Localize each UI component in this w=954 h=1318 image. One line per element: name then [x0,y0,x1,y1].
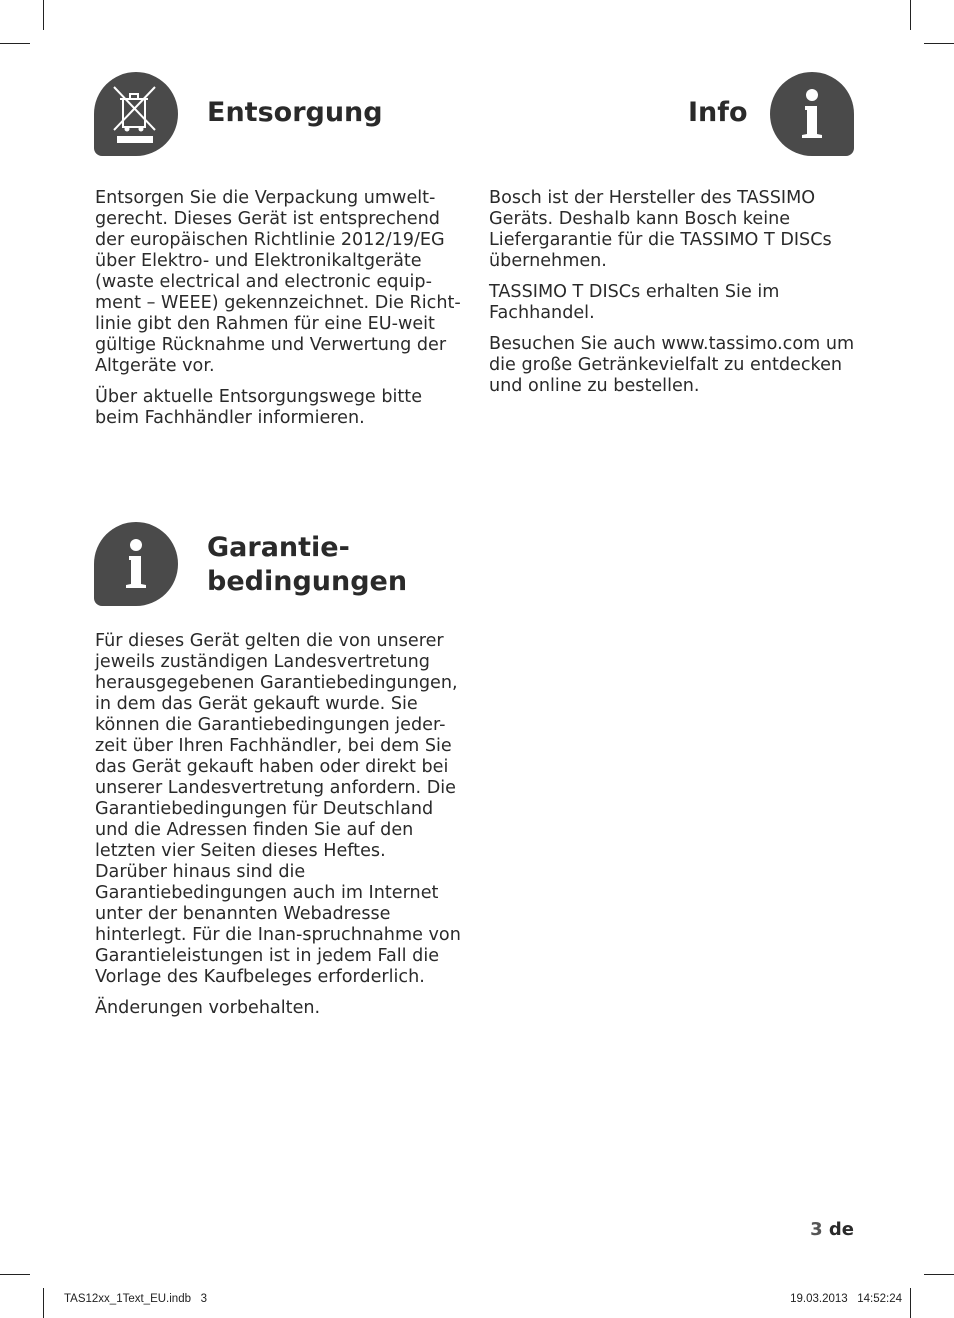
section-title-entsorgung: Entsorgung [207,97,383,128]
section-title-info: Info [688,97,748,128]
paragraph: Besuchen Sie auch www.tassimo.com um die große Getränkevielfalt zu entdecken und online zu bestellen. [489,334,855,396]
page-number [810,1219,854,1240]
print-slug-timestamp: 19.03.2013 14:52:24 [790,1293,902,1305]
crop-mark [43,0,44,30]
language-code: de [828,1219,854,1240]
info-icon [770,72,854,156]
entsorgung-body [95,188,463,439]
print-slug-file: TAS12xx_1Text_EU.indb 3 [64,1293,207,1305]
crop-mark [910,0,911,30]
paragraph: Entsorgen Sie die Verpackung umwelt-gerecht. Dieses Gerät ist entsprechend der europäischen Richtlinie 2012/19/EG über Elektro- und Elektronikaltgeräte (waste electrical and electronic equip-ment – WEEE) gekennzeichnet. Die Richt-linie gibt den Rahmen für eine EU-weit gültige Rücknahme und Verwertung der Altgeräte vor. [95,188,461,376]
crop-mark [0,43,30,44]
info-icon [94,522,178,606]
paragraph: Über aktuelle Entsorgungswege bitte beim Fachhändler informieren. [95,387,423,428]
paragraph: TASSIMO T DISCs erhalten Sie im Fachhandel. [489,282,780,323]
crop-mark [0,1274,30,1275]
garantie-body [95,631,463,1029]
info-body [489,188,857,407]
paragraph: Bosch ist der Hersteller des TASSIMO Geräts. Deshalb kann Bosch keine Liefergarantie für die TASSIMO T DISCs übernehmen. [489,188,832,271]
section-title-garantie [207,531,407,599]
section-title-line: bedingungen [207,566,408,597]
crop-mark [43,1288,44,1318]
section-title-line: Garantie- [207,532,350,563]
page-number-value: 3 [810,1219,823,1240]
crop-mark [910,1288,911,1318]
crop-mark [924,43,954,44]
weee-crossed-bin-icon [94,72,178,156]
paragraph: Änderungen vorbehalten. [95,998,321,1018]
crop-mark [924,1274,954,1275]
paragraph: Für dieses Gerät gelten die von unserer jeweils zuständigen Landesvertretung herausgegebenen Garantiebedingungen, in dem das Gerät gekauft wurde. Sie können die Garantiebedingungen jeder-zeit über Ihren Fachhändler, bei dem Sie das Gerät gekauft haben oder direkt bei unserer Landesvertretung anfordern. Die Garantiebedingungen für Deutschland und die Adressen finden Sie auf den letzten vier Seiten dieses Heftes. Darüber hinaus sind die Garantiebedingungen auch im Internet unter der benannten Webadresse hinterlegt. Für die Inan-spruchnahme von Garantieleistungen ist in jedem Fall die Vorlage des Kaufbeleges erforderlich. [95,631,461,987]
